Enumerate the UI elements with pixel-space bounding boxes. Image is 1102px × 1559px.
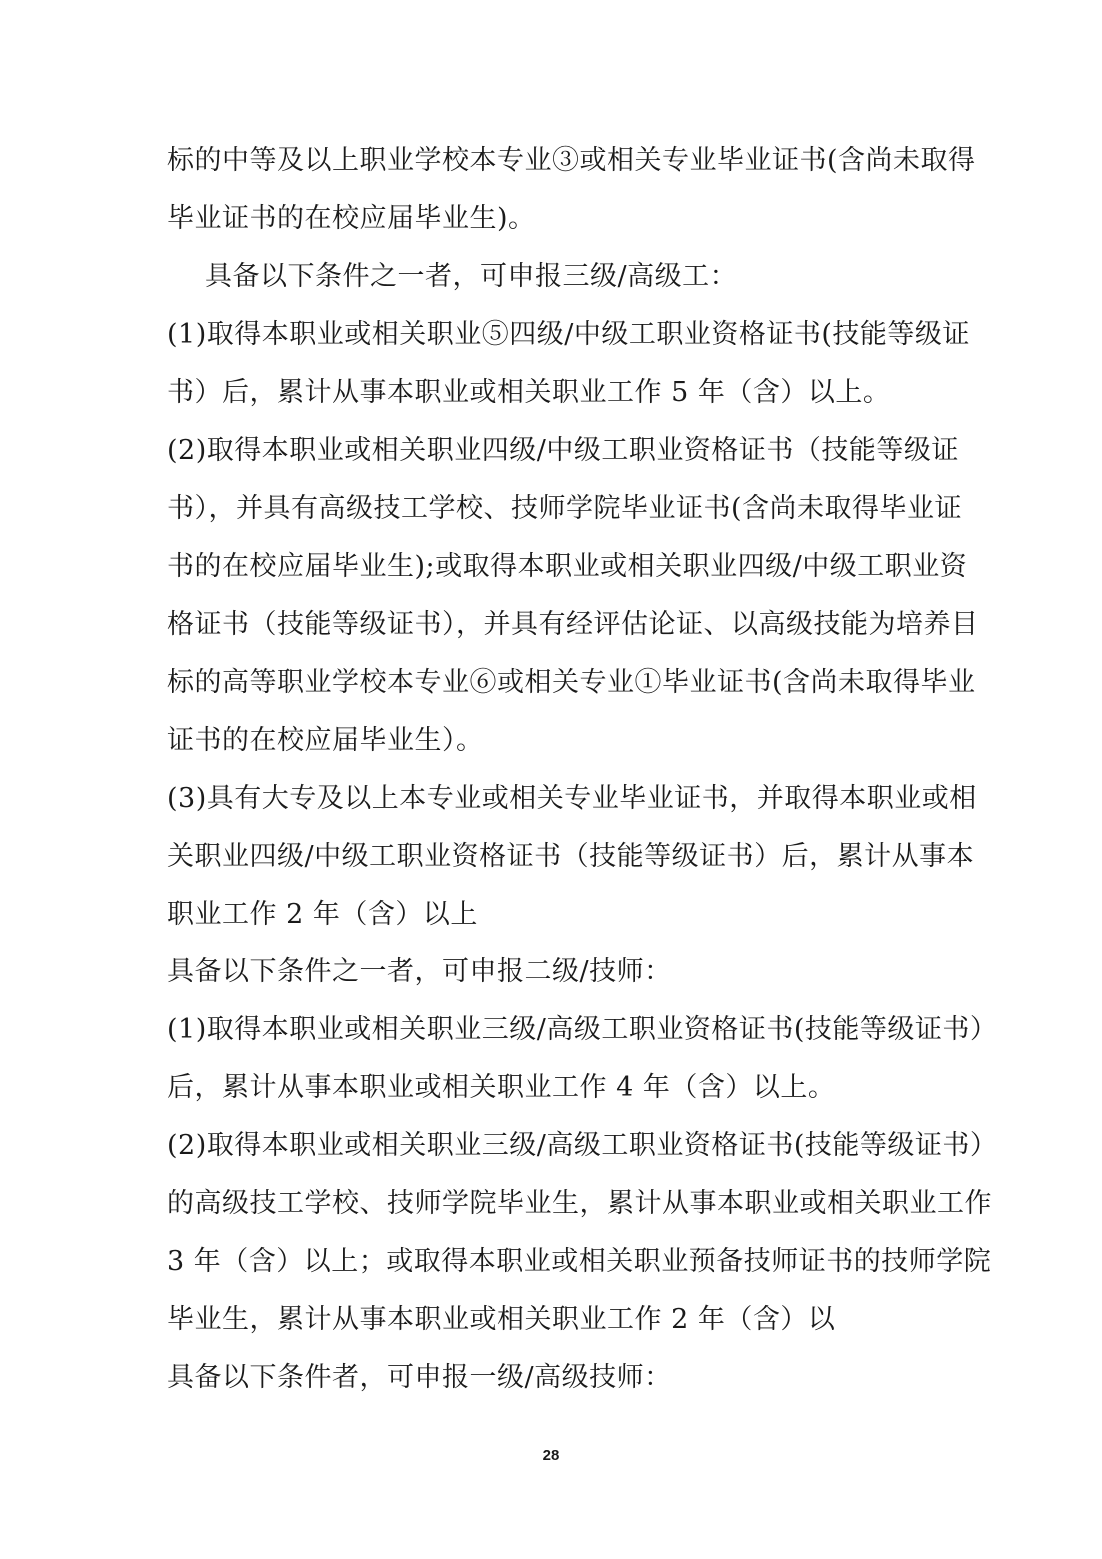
text-line: 职业工作 2 年（含）以上 <box>167 899 478 930</box>
text-line: (1)取得本职业或相关职业三级/高级工职业资格证书(技能等级证书） <box>167 1014 998 1045</box>
page-number: 28 <box>542 1447 560 1464</box>
text-line: 毕业生，累计从事本职业或相关职业工作 2 年（含）以 <box>167 1304 836 1335</box>
text-line: (3)具有大专及以上本专业或相关专业毕业证书，并取得本职业或相 <box>167 783 977 814</box>
text-line: (2)取得本职业或相关职业三级/高级工职业资格证书(技能等级证书） <box>167 1130 998 1161</box>
text-line: 证书的在校应届毕业生）。 <box>167 725 484 756</box>
text-line: 书）后，累计从事本职业或相关职业工作 5 年（含）以上。 <box>167 377 891 408</box>
text-line: 后，累计从事本职业或相关职业工作 4 年（含）以上。 <box>167 1072 836 1103</box>
text-line: 标的中等及以上职业学校本专业③或相关专业毕业证书(含尚未取得 <box>167 145 976 176</box>
text-line: 格证书（技能等级证书），并具有经评估论证、以高级技能为培养目 <box>167 609 979 640</box>
section-heading: 具备以下条件之一者，可申报二级/技师： <box>167 956 672 987</box>
text-line: 书的在校应届毕业生);或取得本职业或相关职业四级/中级工职业资 <box>167 551 968 582</box>
section-heading: 具备以下条件者，可申报一级/高级技师： <box>167 1362 672 1393</box>
text-line: 关职业四级/中级工职业资格证书（技能等级证书）后，累计从事本 <box>167 841 975 872</box>
text-line: 3 年（含）以上；或取得本职业或相关职业预备技师证书的技师学院 <box>167 1246 992 1277</box>
text-line: 标的高等职业学校本专业⑥或相关专业①毕业证书(含尚未取得毕业 <box>167 667 976 698</box>
text-line: (2)取得本职业或相关职业四级/中级工职业资格证书（技能等级证 <box>167 435 959 466</box>
text-line: 毕业证书的在校应届毕业生)。 <box>167 203 536 234</box>
text-line: (1)取得本职业或相关职业⑤四级/中级工职业资格证书(技能等级证 <box>167 319 970 350</box>
text-line: 书），并具有高级技工学校、技师学院毕业证书(含尚未取得毕业证 <box>167 493 963 524</box>
text-line: 的高级技工学校、技师学院毕业生，累计从事本职业或相关职业工作 <box>167 1188 992 1219</box>
section-heading: 具备以下条件之一者，可申报三级/高级工： <box>205 261 738 292</box>
